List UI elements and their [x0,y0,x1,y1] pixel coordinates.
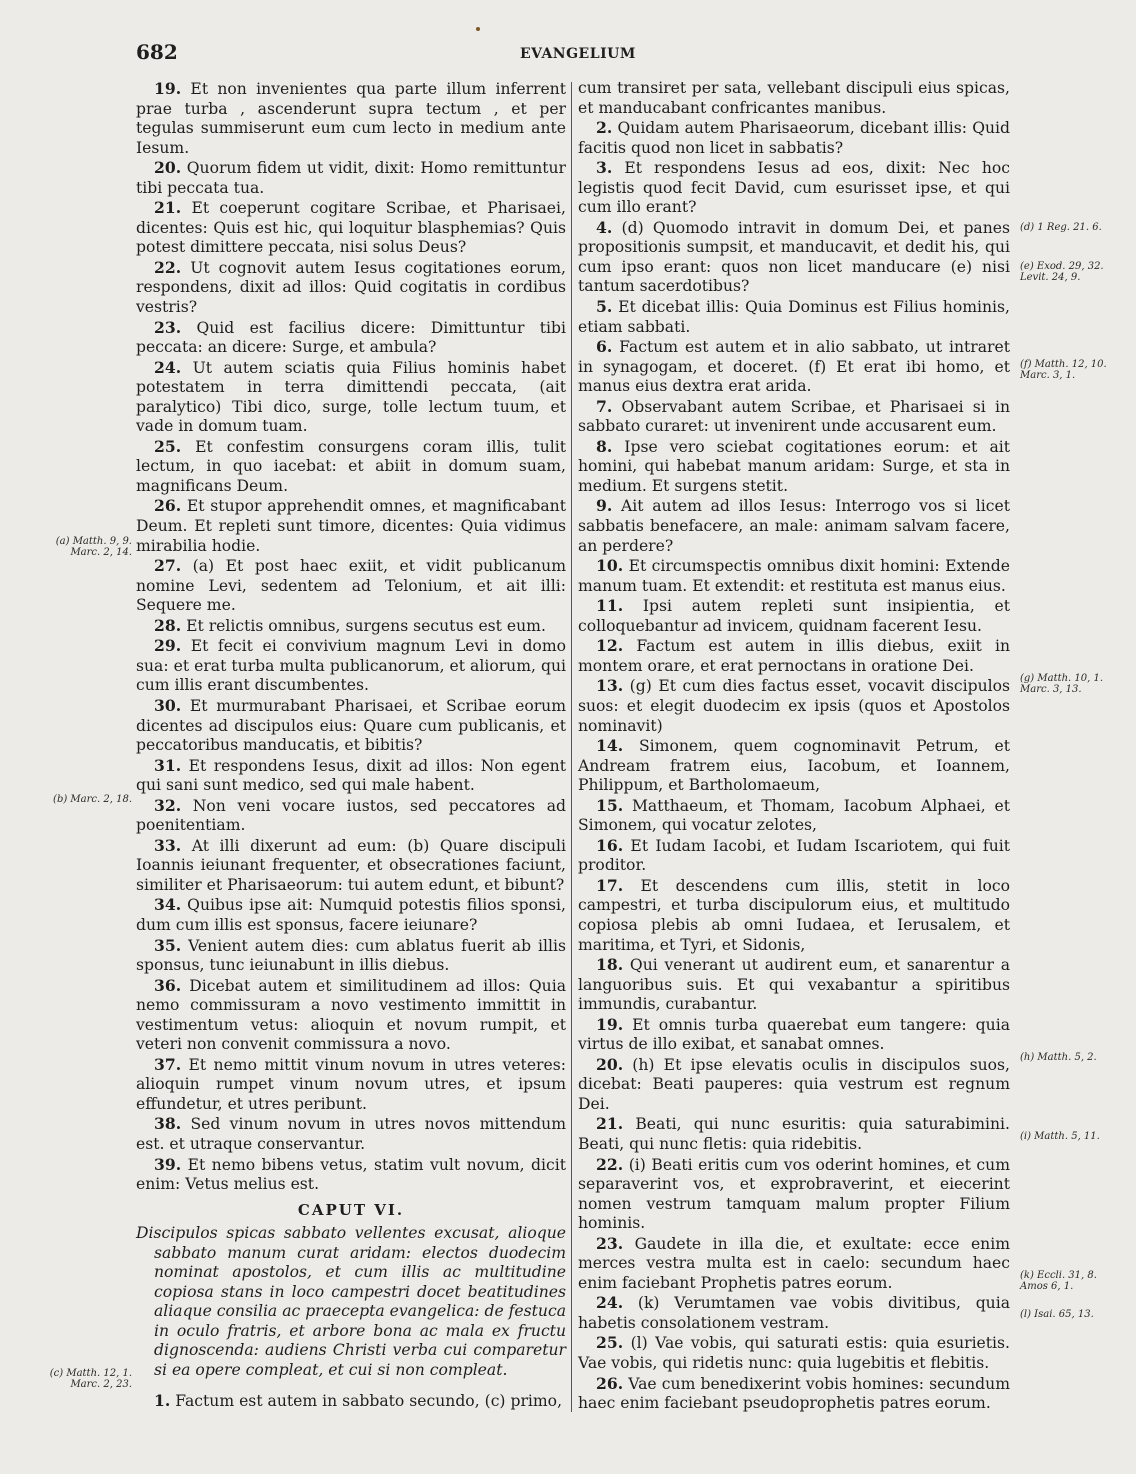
verse [578,836,1010,876]
verse-text: Et confestim consurgens coram illis, tulit lectum, in quo iacebat: et abiit in domum suam, magnificans Deum. [136,437,566,495]
verse-number: 27. [154,556,182,576]
verse [136,1114,566,1154]
verse-text: Ipsi autem repleti sunt insipientia, et colloquebantur ad invicem, quidnam facerent Iesu. [578,597,1010,635]
verse-text: Et coeperunt cogitare Scribae, et Pharisaei, dicentes: Quis est hic, qui loquitur blasphemias? Quis potest dimittere peccata, nisi solus Deus? [136,199,566,257]
verse-number: 22. [596,1154,624,1174]
verse-text: Ut autem sciatis quia Filius hominis habet potestatem in terra dimittendi peccata, (ait paralytico) Tibi dico, surge, tolle lectum tuum, et vade in domum tuam. [136,358,566,436]
verse-text: Et fecit ei convivium magnum Levi in domo sua: et erat turba multa publicanorum, et aliorum, qui cum illis erant discumbentes. [136,637,566,695]
verse-number: 21. [154,198,182,218]
verse-text: Et respondens Iesus, dixit ad illos: Non egent qui sani sunt medico, sed qui male habent. [136,756,566,795]
verse [578,1155,1010,1234]
verse-number: 35. [154,935,182,955]
verse [578,496,1010,556]
verse [578,1055,1010,1115]
verse-number: 31. [154,755,182,775]
verse-number: 4. [596,217,613,237]
verse [136,1155,566,1195]
ink-speck [476,27,480,31]
verse [578,1333,1010,1373]
verse-number: 23. [596,1233,624,1253]
verse-number: 1. [154,1390,171,1410]
verse-text: Beati, qui nunc esuritis: quia saturabimini. Beati, qui nunc fletis: quia ridebitis. [578,1115,1010,1153]
verse-number: 3. [596,158,613,178]
margin-note-b: (b) Marc. 2, 18. [53,794,132,805]
verse-text: Et Iudam Iacobi, et Iudam Iscariotem, qui fuit proditor. [578,836,1010,875]
verse-text: Observabant autem Scribae, et Pharisaei si in sabbato curaret: ut invenirent unde accusarent eum. [578,397,1010,436]
verse [136,696,566,756]
verse-text: Quidam autem Pharisaeorum, dicebant illis: Quid facitis quod non licet in sabbatis? [578,119,1010,157]
verse [136,158,566,198]
verse-number: 7. [596,396,613,416]
verse [136,358,566,437]
verse-text: Quibus ipse ait: Numquid potestis filios sponsi, dum cum illis est sponsus, facere ieiunare? [136,896,566,934]
verse-number: 18. [596,955,624,975]
verse [578,337,1010,397]
verse [578,1114,1010,1154]
verse [578,1015,1010,1055]
verse-text: (k) Verumtamen vae vobis divitibus, quia habetis consolationem vestram. [578,1294,1010,1332]
verse-number: 29. [154,636,182,656]
running-title: EVANGELIUM [520,46,636,62]
verse-number: 20. [596,1054,624,1074]
verse-number: 36. [154,975,182,995]
verse-text: Et non invenientes qua parte illum inferrent prae turba , ascenderunt supra tectum , et per tegulas summiserunt eum cum lecto in medium ante Iesum. [136,80,566,157]
verse-number: 25. [596,1333,624,1353]
verse-number: 39. [154,1154,182,1174]
verse-text: At illi dixerunt ad eum: (b) Quare discipuli Ioannis ieiunant frequenter, et obsecrationes faciunt, similiter et Pharisaeorum: tui autem edunt, et bibunt? [136,836,566,894]
verse-continuation: cum transiret per sata, vellebant discipuli eius spicas, et manducabant confricantes manibus. [578,79,1010,117]
verse-number: 24. [154,357,182,377]
verse [136,258,566,318]
verse-text: (d) Quomodo intravit in domum Dei, et panes propositionis sumpsit, et manducavit, et dedit his, qui cum ipso erant: quos non licet manducare (e) nisi tantum sacerdotibus? [578,218,1010,296]
verse [136,437,566,497]
verse-number: 34. [154,895,182,915]
verse [136,318,566,358]
verse-number: 16. [596,835,624,855]
verse-text: (h) Et ipse elevatis oculis in discipulos suos, dicebat: Beati pauperes: quia vestrum est regnum Dei. [578,1055,1010,1113]
margin-note-d: (d) 1 Reg. 21. 6. [1020,222,1102,233]
verse-number: 13. [596,676,624,696]
verse [136,836,566,896]
margin-note-i: (i) Matth. 5, 11. [1020,1131,1100,1142]
verse-text: (g) Et cum dies factus esset, vocavit discipulos suos: et elegit duodecim ex ipsis (quos et Apostolos nominavit) [578,677,1010,735]
verse-number: 22. [154,257,182,277]
verse-text: Factum est autem in illis diebus, exiit in montem orare, et erat pernoctans in oratione Dei. [578,637,1010,675]
verse-number: 24. [596,1293,624,1313]
left-verses [136,79,566,1195]
verse-text: Matthaeum, et Thomam, Iacobum Alphaei, et Simonem, qui vocatur zelotes, [578,796,1010,835]
verse [578,118,1010,158]
verse-text: (i) Beati eritis cum vos oderint homines, et cum separaverint vos, et exprobraverint, et eiecerint nomen vestrum tamquam malum propter Filium hominis. [578,1155,1010,1233]
verse-text: Quorum fidem ut vidit, dixit: Homo remittuntur tibi peccata tua. [136,159,566,197]
verse [136,1391,566,1412]
verse-text: Gaudete in illa die, et exultate: ecce enim merces vestra multa est in caelo: secundum haec enim faciebant Prophetis patres eorum. [578,1234,1010,1292]
verse [578,218,1010,297]
verse [136,756,566,796]
verse-number: 6. [596,337,613,357]
verse-text: (l) Vae vobis, qui saturati estis: quia esurietis. Vae vobis, qui ridetis nunc: quia lugebitis et flebitis. [578,1334,1010,1372]
verse-text: Et respondens Iesus ad eos, dixit: Nec hoc legistis quod fecit David, cum esurisset ipse, et qui cum illo erant? [578,159,1010,217]
margin-note-e: (e) Exod. 29, 32. Levit. 24, 9. [1020,261,1104,283]
verse-text: Ipse vero sciebat cogitationes eorum: et ait homini, qui habebat manum aridam: Surge, et sta in medium. Et surgens stetit. [578,437,1010,495]
verse-number: 5. [596,297,613,317]
verse-text: Simonem, quem cognominavit Petrum, et Andream fratrem eius, Iacobum, et Ioannem, Philippum, et Bartholomaeum, [578,737,1010,795]
verse-text: Et descendens cum illis, stetit in loco campestri, et turba discipulorum eius, et multitudo copiosa plebis ab omni Iudaea, et Ierusalem, et maritima, et Tyri, et Sidonis, [578,876,1010,954]
verse-number: 2. [596,118,613,138]
verse [578,556,1010,596]
verse-number: 30. [154,695,182,715]
verse-text: Et relictis omnibus, surgens secutus est eum. [181,616,546,635]
verse-number: 28. [154,615,182,635]
verse-text: Sed vinum novum in utres novos mittendum est. et utraque conservantur. [136,1115,566,1153]
verse-text: Ut cognovit autem Iesus cogitationes eorum, respondens, dixit ad illos: Quid cogitatis in cordibus vestris? [136,258,566,317]
margin-note-k: (k) Eccli. 31, 8. Amos 6, 1. [1020,1270,1097,1292]
verse-text: Qui venerant ut audirent eum, et sanarentur a languoribus suis. Et qui vexabantur a spiritibus immundis, curabantur. [578,956,1010,1014]
verse-number: 9. [596,496,613,516]
verse-text: Vae cum benedixerint vobis homines: secundum haec enim faciebant pseudoprophetis patres eorum. [578,1374,1010,1413]
verse [578,397,1010,437]
verse-number: 26. [154,496,182,516]
verse-number: 10. [596,556,624,576]
right-verses [578,118,1010,1414]
verse [578,636,1010,676]
verse-text: Et nemo bibens vetus, statim vult novum, dicit enim: Vetus melius est. [136,1155,566,1194]
column-divider [571,82,572,1412]
verse [136,496,566,556]
verse-number: 20. [154,158,182,178]
verse [136,636,566,696]
verse [136,976,566,1055]
verse [578,437,1010,497]
verse-text: Factum est autem in sabbato secundo, (c) primo, [170,1391,563,1410]
verse [136,796,566,836]
margin-note-a: (a) Matth. 9, 9. Marc. 2, 14. [55,536,132,558]
verse-number: 15. [596,795,624,815]
verse [578,158,1010,218]
verse [136,895,566,935]
verse-number: 32. [154,795,182,815]
verse-text: Et murmurabant Pharisaei, et Scribae eorum dicentes ad discipulos eius: Quare cum publicanis, et peccatoribus manducatis, et bibitis? [136,696,566,755]
verse-number: 37. [154,1054,182,1074]
verse-text: Ait autem ad illos Iesus: Interrogo vos si licet sabbatis benefacere, an male: animam salvam facere, an perdere? [578,497,1010,555]
verse [136,198,566,258]
page-number: 682 [136,40,178,64]
verse-number: 25. [154,436,182,456]
verse [578,876,1010,955]
verse [136,936,566,976]
verse [136,1055,566,1115]
verse [578,955,1010,1015]
verse-text: Venient autem dies: cum ablatus fuerit ab illis sponsus, tunc ieiunabunt in illis diebus. [136,936,566,975]
verse-number: 11. [596,596,624,616]
chapter-summary: Discipulos spicas sabbato vellentes excusat, alioque sabbato manum curat aridam: electos duodecim nominat apostolos, et cum illis ac multitudine copiosa stans in loco campestri docet beatitudines aliaque consilia ac praecepta evangelica: de festuca in oculo fratris, et arbore bona ac mala ex fructu dignoscenda: audiens Christi verba cui comparetur si ea opere compleat, et cui si non compleat. [136,1224,566,1379]
verse [578,676,1010,736]
right-column [578,79,1010,1414]
verse-text: Et nemo mittit vinum novum in utres veteres: alioquin rumpet vinum novum utres, et ipsum effundetur, et utres peribunt. [136,1055,566,1113]
verse-text: Non veni vocare iustos, sed peccatores ad poenitentiam. [136,796,566,835]
verse-number: 8. [596,436,613,456]
verse-text: Et dicebat illis: Quia Dominus est Filius hominis, etiam sabbati. [578,298,1010,336]
verse [578,596,1010,636]
verse [578,1234,1010,1294]
verse [136,556,566,616]
verse-number: 21. [596,1114,624,1134]
margin-note-h: (h) Matth. 5, 2. [1020,1052,1097,1063]
margin-note-f: (f) Matth. 12, 10. Marc. 3, 1. [1020,359,1107,381]
verse-text: Et omnis turba quaerebat eum tangere: quia virtus de illo exibat, et sanabat omnes. [578,1015,1010,1054]
verse [136,79,566,158]
verse-number: 12. [596,636,624,656]
verse [578,736,1010,796]
chapter-heading: CAPUT VI. [297,1200,405,1219]
verse-text: Et circumspectis omnibus dixit homini: Extende manum tuam. Et extendit: et restituta est manus eius. [578,557,1010,595]
verse-text: Factum est autem et in alio sabbato, ut intraret in synagogam, et doceret. (f) Et erat ibi homo, et manus eius dextra erat arida. [578,338,1010,396]
verse-number: 14. [596,736,624,756]
verse-number: 38. [154,1114,182,1134]
verse [578,1374,1010,1414]
verse-text: Et stupor apprehendit omnes, et magnificabant Deum. Et repleti sunt timore, dicentes: Quia vidimus mirabilia hodie. [136,497,566,555]
verse-number: 33. [154,835,182,855]
verse-text: Dicebat autem et similitudinem ad illos: Quia nemo commissuram a novo vestimento immittit in vestimentum vetus: alioquin et novum rumpit, et veteri non convenit commissura a novo. [136,976,566,1054]
verse-text: Quid est facilius dicere: Dimittuntur tibi peccata: an dicere: Surge, et ambula? [136,318,566,357]
verse-number: 26. [596,1373,624,1393]
verse [578,796,1010,836]
verse-number: 19. [596,1014,624,1034]
verse-number: 17. [596,875,624,895]
margin-note-c: (c) Matth. 12, 1. Marc. 2, 23. [49,1368,132,1390]
verse [136,616,566,637]
verse-number: 19. [154,79,182,98]
margin-note-g: (g) Matth. 10, 1. Marc. 3, 13. [1020,673,1104,695]
verse [578,1293,1010,1333]
verse [578,297,1010,337]
margin-note-l: (l) Isai. 65, 13. [1020,1309,1094,1320]
verse-number: 23. [154,317,182,337]
verse-text: (a) Et post haec exiit, et vidit publicanum nomine Levi, sedentem ad Telonium, et ait illi: Sequere me. [136,557,566,615]
left-column [136,79,566,1411]
